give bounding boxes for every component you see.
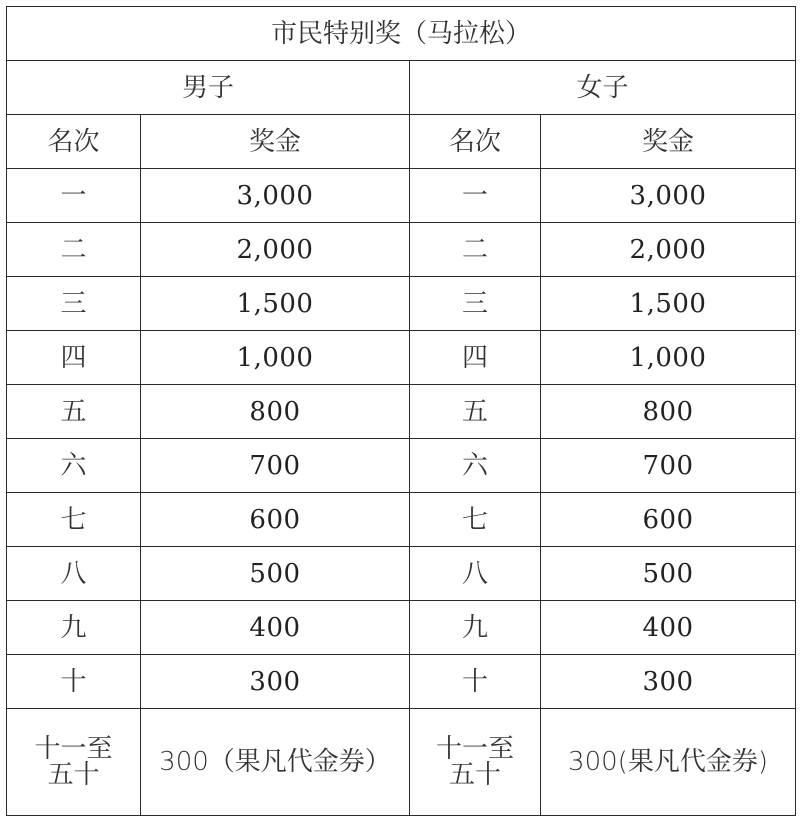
prize-cell-women: 300(果凡代金券): [541, 709, 796, 816]
rank-cell: 四: [7, 331, 141, 385]
table-row: [7, 223, 796, 277]
rank-cell: 七: [410, 493, 541, 547]
rank-cell: 九: [410, 601, 541, 655]
prize-cell-women: 500: [541, 547, 796, 601]
prize-cell-women: 600: [541, 493, 796, 547]
prize-cell-women: 400: [541, 601, 796, 655]
prize-cell-women: 300: [541, 655, 796, 709]
prize-cell-women: 800: [541, 385, 796, 439]
table-row-last: [7, 709, 796, 816]
rank-cell: 六: [7, 439, 141, 493]
header-rank-women: 名次: [410, 115, 541, 169]
header-prize-women: 奖金: [541, 115, 796, 169]
table-row: [7, 493, 796, 547]
rank-cell: 六: [410, 439, 541, 493]
rank-cell-range: [7, 709, 141, 816]
group-row: [7, 61, 796, 115]
rank-cell: 三: [7, 277, 141, 331]
table-title: 市民特别奖（马拉松）: [7, 7, 796, 61]
table-row: [7, 331, 796, 385]
rank-cell: 五: [7, 385, 141, 439]
prize-cell-men: 300（果凡代金券）: [141, 709, 410, 816]
rank-range-line2: 五十: [47, 760, 100, 790]
rank-cell: 八: [7, 547, 141, 601]
table-row: [7, 547, 796, 601]
rank-range-line1: 十一至: [435, 734, 514, 764]
rank-range-line1: 十一至: [34, 734, 113, 764]
rank-cell: 七: [7, 493, 141, 547]
rank-range-line2: 五十: [448, 760, 501, 790]
prize-cell-men: 800: [141, 385, 410, 439]
prize-cell-men: 2,000: [141, 223, 410, 277]
prize-cell-men: 600: [141, 493, 410, 547]
prize-cell-women: 3,000: [541, 169, 796, 223]
group-men: 男子: [7, 61, 410, 115]
prize-cell-men: 3,000: [141, 169, 410, 223]
prize-cell-women: 700: [541, 439, 796, 493]
table-row: [7, 439, 796, 493]
prize-table: [6, 6, 796, 816]
table-row: [7, 169, 796, 223]
rank-cell: 一: [410, 169, 541, 223]
prize-cell-men: 400: [141, 601, 410, 655]
prize-cell-men: 1,500: [141, 277, 410, 331]
rank-cell-range: [410, 709, 541, 816]
table-row: [7, 655, 796, 709]
header-row: [7, 115, 796, 169]
prize-cell-men: 300: [141, 655, 410, 709]
header-rank-men: 名次: [7, 115, 141, 169]
table-row: [7, 277, 796, 331]
rank-cell: 十: [410, 655, 541, 709]
rank-cell: 五: [410, 385, 541, 439]
rank-cell: 二: [7, 223, 141, 277]
prize-cell-women: 1,000: [541, 331, 796, 385]
prize-cell-women: 2,000: [541, 223, 796, 277]
prize-cell-men: 500: [141, 547, 410, 601]
group-women: 女子: [410, 61, 796, 115]
rank-cell: 一: [7, 169, 141, 223]
header-prize-men: 奖金: [141, 115, 410, 169]
title-row: [7, 7, 796, 61]
rank-cell: 三: [410, 277, 541, 331]
table-row: [7, 601, 796, 655]
rank-cell: 二: [410, 223, 541, 277]
prize-cell-women: 1,500: [541, 277, 796, 331]
rank-cell: 十: [7, 655, 141, 709]
rank-cell: 九: [7, 601, 141, 655]
rank-cell: 四: [410, 331, 541, 385]
table-row: [7, 385, 796, 439]
prize-cell-men: 1,000: [141, 331, 410, 385]
prize-cell-men: 700: [141, 439, 410, 493]
rank-cell: 八: [410, 547, 541, 601]
